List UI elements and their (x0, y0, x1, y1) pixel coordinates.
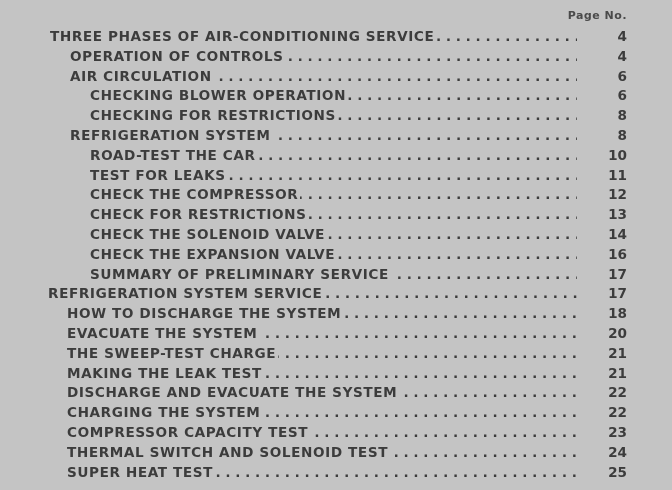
toc-entry (0, 424, 672, 444)
toc-entry-title: THERMAL SWITCH AND SOLENOID TEST (67, 444, 389, 461)
toc-entry-page: 24 (608, 444, 627, 461)
toc-entry-title: CHECK THE SOLENOID VALVE (90, 226, 325, 243)
toc-entry (0, 186, 672, 206)
toc-entry-page: 4 (617, 48, 627, 65)
toc-entry (0, 266, 672, 286)
toc-entry-title: TEST FOR LEAKS (90, 167, 226, 184)
toc-entry-page: 6 (617, 88, 627, 105)
toc-entry-title: CHECK FOR RESTRICTIONS (90, 207, 307, 224)
toc-entry-page: 17 (608, 266, 627, 283)
toc-entry-title: ROAD-TEST THE CAR (90, 147, 256, 164)
toc-entry (0, 325, 672, 345)
toc-entry-title: HOW TO DISCHARGE THE SYSTEM (67, 306, 342, 323)
toc-entry-title: COMPRESSOR CAPACITY TEST (67, 424, 309, 441)
toc-entry-page: 10 (608, 147, 627, 164)
toc-entry (0, 384, 672, 404)
toc-entry (0, 127, 672, 147)
toc-entry (0, 226, 672, 246)
toc-entry-page: 22 (608, 405, 627, 422)
toc-entry (0, 107, 672, 127)
toc-entry-title: CHECKING BLOWER OPERATION (90, 88, 347, 105)
toc-entry-title: CHECK THE EXPANSION VALVE (90, 246, 336, 263)
toc-entry (0, 206, 672, 226)
toc-entry-title: EVACUATE THE SYSTEM (67, 325, 258, 342)
toc-entry-page: 23 (608, 424, 627, 441)
toc-entry-page: 21 (608, 345, 627, 362)
toc-entry-title: THE SWEEP-TEST CHARGE (67, 345, 277, 362)
toc-entry-title: CHECK THE COMPRESSOR (90, 187, 299, 204)
toc-entry-page: 22 (608, 385, 627, 402)
toc-entry (0, 147, 672, 167)
toc-entry-title: REFRIGERATION SYSTEM (70, 127, 271, 144)
toc-entry (0, 28, 672, 48)
toc-entry (0, 48, 672, 68)
toc-entry-page: 8 (617, 108, 627, 125)
toc-entry-page: 12 (608, 187, 627, 204)
toc-entry-page: 13 (608, 207, 627, 224)
toc-entry-page: 8 (617, 127, 627, 144)
toc-entry (0, 345, 672, 365)
toc-entry-page: 18 (608, 306, 627, 323)
toc-entry-title: MAKING THE LEAK TEST (67, 365, 262, 382)
toc-entry (0, 305, 672, 325)
toc-entry (0, 404, 672, 424)
toc-entry (0, 246, 672, 266)
toc-entry-page: 14 (608, 226, 627, 243)
toc-entry-title: CHARGING THE SYSTEM (67, 405, 261, 422)
toc-entry-title: CHECKING FOR RESTRICTIONS (90, 108, 336, 125)
toc-entry-page: 4 (617, 29, 627, 45)
toc-entry-title: OPERATION OF CONTROLS (70, 48, 284, 65)
toc-entry (0, 87, 672, 107)
toc-entry-page: 21 (608, 365, 627, 382)
toc-entry-page: 25 (608, 464, 627, 481)
toc-entry (0, 285, 672, 305)
toc-entry (0, 68, 672, 88)
toc-entry-title: AIR CIRCULATION (70, 68, 212, 85)
page-no-header: Page No. (567, 9, 627, 22)
table-of-contents (0, 28, 672, 483)
toc-entry-title: REFRIGERATION SYSTEM SERVICE (48, 286, 323, 303)
toc-entry-title: THREE PHASES OF AIR-CONDITIONING SERVICE (50, 29, 435, 45)
toc-entry-title: SUMMARY OF PRELIMINARY SERVICE (90, 266, 389, 283)
toc-entry-page: 11 (608, 167, 627, 184)
toc-entry-page: 17 (608, 286, 627, 303)
toc-entry (0, 464, 672, 484)
toc-entry-page: 6 (617, 68, 627, 85)
toc-entry-page: 16 (608, 246, 627, 263)
toc-entry-title: SUPER HEAT TEST (67, 464, 214, 481)
toc-entry (0, 365, 672, 385)
toc-entry-title: DISCHARGE AND EVACUATE THE SYSTEM (67, 385, 398, 402)
toc-entry (0, 167, 672, 187)
toc-entry (0, 444, 672, 464)
toc-entry-page: 20 (608, 325, 627, 342)
